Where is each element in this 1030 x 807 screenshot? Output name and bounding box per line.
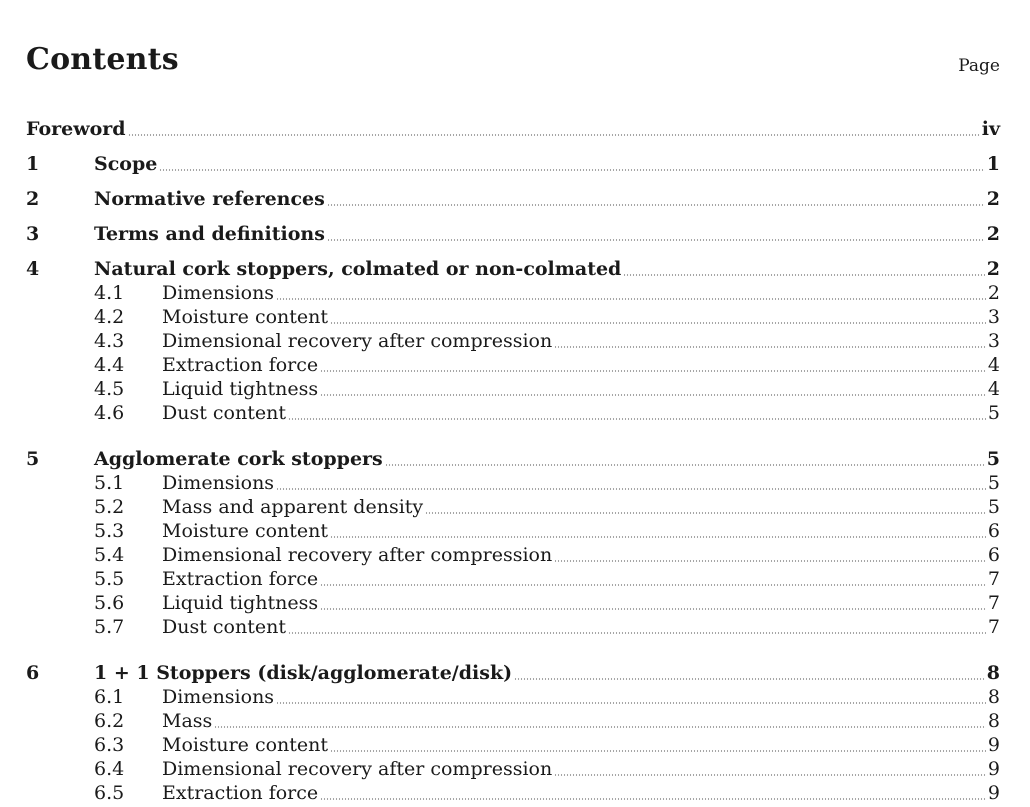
toc-entry-title: Moisture content xyxy=(162,306,329,328)
toc-entry-natural-cork-stoppers[interactable] xyxy=(26,248,1000,283)
dot-leader xyxy=(623,274,984,276)
toc-entry-page: 7 xyxy=(987,616,1000,638)
toc-subentry-5-1[interactable] xyxy=(26,473,1000,497)
toc-entry-number: 1 xyxy=(26,153,40,175)
toc-entry-number: 5.3 xyxy=(94,520,125,542)
toc-entry-title: Scope xyxy=(94,153,158,175)
toc-entry-page: 4 xyxy=(987,378,1000,400)
toc-entry-scope[interactable] xyxy=(26,143,1000,178)
dot-leader xyxy=(330,322,986,324)
toc-subentry-6-5[interactable] xyxy=(26,783,1000,807)
toc-subentry-4-6[interactable] xyxy=(26,403,1000,427)
toc-entry-number: 4.4 xyxy=(94,354,125,376)
toc-subentry-5-3[interactable] xyxy=(26,521,1000,545)
dot-leader xyxy=(330,536,986,538)
toc-entry-title: Dimensions xyxy=(162,686,275,708)
toc-entry-page: 4 xyxy=(987,354,1000,376)
toc-entry-title: Foreword xyxy=(26,118,126,140)
toc-entry-page: 9 xyxy=(987,734,1000,756)
toc-subentry-5-4[interactable] xyxy=(26,545,1000,569)
toc-entry-number: 5.1 xyxy=(94,472,125,494)
toc-entry-number: 5.5 xyxy=(94,568,125,590)
toc-entry-number: 2 xyxy=(26,188,40,210)
toc-entry-page: 7 xyxy=(987,568,1000,590)
toc-entry-number: 5.4 xyxy=(94,544,125,566)
dot-leader xyxy=(554,346,986,348)
toc-entry-title: Extraction force xyxy=(162,568,319,590)
toc-entry-number: 5.2 xyxy=(94,496,125,518)
dot-leader xyxy=(214,726,986,728)
toc-subentry-5-5[interactable] xyxy=(26,569,1000,593)
toc-entry-title: Extraction force xyxy=(162,354,319,376)
toc-subentry-6-3[interactable] xyxy=(26,735,1000,759)
dot-leader xyxy=(320,798,986,800)
toc-entry-title: Natural cork stoppers, colmated or non-colmated xyxy=(94,258,622,280)
toc-entry-page: 6 xyxy=(987,520,1000,542)
toc-entry-page: 8 xyxy=(987,710,1000,732)
dot-leader xyxy=(425,512,986,514)
toc-entry-page: 9 xyxy=(987,782,1000,804)
dot-leader xyxy=(385,464,985,466)
toc-entry-1-plus-1-stoppers[interactable] xyxy=(26,652,1000,687)
dot-leader xyxy=(320,608,986,610)
toc-entry-page: 5 xyxy=(986,448,1000,470)
toc-entry-title: Dimensions xyxy=(162,282,275,304)
toc-subentry-4-1[interactable] xyxy=(26,283,1000,307)
toc-subentry-4-4[interactable] xyxy=(26,355,1000,379)
toc-subentry-4-3[interactable] xyxy=(26,331,1000,355)
toc-subentry-5-7[interactable] xyxy=(26,617,1000,641)
toc-entry-title: Terms and definitions xyxy=(94,223,325,245)
dot-leader xyxy=(159,169,984,171)
toc-entry-number: 4.5 xyxy=(94,378,125,400)
toc-entry-page: 1 xyxy=(986,153,1000,175)
toc-entry-page: 3 xyxy=(987,330,1000,352)
toc-entry-title: Dimensional recovery after compression xyxy=(162,758,553,780)
toc-subentry-6-2[interactable] xyxy=(26,711,1000,735)
toc-entry-title: Liquid tightness xyxy=(162,378,319,400)
toc-entry-page: 7 xyxy=(987,592,1000,614)
toc-entry-number: 4.2 xyxy=(94,306,125,328)
toc-entry-page: 9 xyxy=(987,758,1000,780)
toc-entry-number: 4 xyxy=(26,258,40,280)
toc-subentry-4-2[interactable] xyxy=(26,307,1000,331)
toc-entry-page: 2 xyxy=(986,258,1000,280)
toc-entry-page: 3 xyxy=(987,306,1000,328)
toc-entry-title: Moisture content xyxy=(162,734,329,756)
toc-entry-title: Dust content xyxy=(162,616,286,638)
table-of-contents xyxy=(26,108,1000,807)
toc-entry-page: iv xyxy=(981,118,1000,140)
toc-entry-title: Agglomerate cork stoppers xyxy=(94,448,383,470)
toc-entry-page: 5 xyxy=(987,402,1000,424)
toc-entry-number: 5.6 xyxy=(94,592,125,614)
dot-leader xyxy=(288,418,986,420)
toc-entry-agglomerate-cork-stoppers[interactable] xyxy=(26,438,1000,473)
toc-entry-title: Dust content xyxy=(162,402,286,424)
dot-leader xyxy=(128,134,980,136)
toc-subentry-4-5[interactable] xyxy=(26,379,1000,403)
toc-entry-number: 6.5 xyxy=(94,782,125,804)
toc-entry-foreword[interactable] xyxy=(26,108,1000,143)
toc-entry-number: 6.4 xyxy=(94,758,125,780)
toc-entry-title: Dimensional recovery after compression xyxy=(162,330,553,352)
dot-leader xyxy=(288,632,986,634)
dot-leader xyxy=(330,750,986,752)
toc-entry-page: 8 xyxy=(986,662,1000,684)
dot-leader xyxy=(276,298,986,300)
toc-subentry-6-1[interactable] xyxy=(26,687,1000,711)
toc-entry-title: 1 + 1 Stoppers (disk/agglomerate/disk) xyxy=(94,662,513,684)
toc-subentry-5-2[interactable] xyxy=(26,497,1000,521)
toc-entry-page: 6 xyxy=(987,544,1000,566)
toc-entry-number: 5.7 xyxy=(94,616,125,638)
dot-leader xyxy=(327,204,985,206)
dot-leader xyxy=(327,239,985,241)
toc-entry-title: Moisture content xyxy=(162,520,329,542)
toc-header xyxy=(26,42,1000,82)
toc-entry-number: 4.1 xyxy=(94,282,125,304)
dot-leader xyxy=(320,370,986,372)
toc-entry-page: 2 xyxy=(987,282,1000,304)
toc-entry-page: 5 xyxy=(987,472,1000,494)
dot-leader xyxy=(514,678,985,680)
toc-entry-page: 5 xyxy=(987,496,1000,518)
toc-entry-number: 6.2 xyxy=(94,710,125,732)
toc-entry-title: Liquid tightness xyxy=(162,592,319,614)
toc-entry-page: 8 xyxy=(987,686,1000,708)
dot-leader xyxy=(554,774,986,776)
toc-subentry-6-4[interactable] xyxy=(26,759,1000,783)
toc-entry-number: 4.3 xyxy=(94,330,125,352)
page-title: Contents xyxy=(26,42,179,77)
toc-entry-number: 6.3 xyxy=(94,734,125,756)
toc-entry-number: 6.1 xyxy=(94,686,125,708)
page-column-label: Page xyxy=(958,56,1000,76)
toc-entry-terms-and-definitions[interactable] xyxy=(26,213,1000,248)
toc-entry-page: 2 xyxy=(986,223,1000,245)
toc-entry-number: 4.6 xyxy=(94,402,125,424)
toc-entry-number: 6 xyxy=(26,662,40,684)
toc-entry-title: Extraction force xyxy=(162,782,319,804)
dot-leader xyxy=(554,560,986,562)
toc-subentry-5-6[interactable] xyxy=(26,593,1000,617)
toc-entry-title: Mass and apparent density xyxy=(162,496,424,518)
toc-entry-title: Mass xyxy=(162,710,213,732)
toc-entry-number: 3 xyxy=(26,223,40,245)
toc-entry-title: Normative references xyxy=(94,188,325,210)
dot-leader xyxy=(320,584,986,586)
dot-leader xyxy=(276,702,986,704)
toc-entry-number: 5 xyxy=(26,448,40,470)
toc-entry-page: 2 xyxy=(986,188,1000,210)
dot-leader xyxy=(320,394,986,396)
toc-entry-title: Dimensions xyxy=(162,472,275,494)
dot-leader xyxy=(276,488,986,490)
toc-entry-normative-references[interactable] xyxy=(26,178,1000,213)
toc-entry-title: Dimensional recovery after compression xyxy=(162,544,553,566)
